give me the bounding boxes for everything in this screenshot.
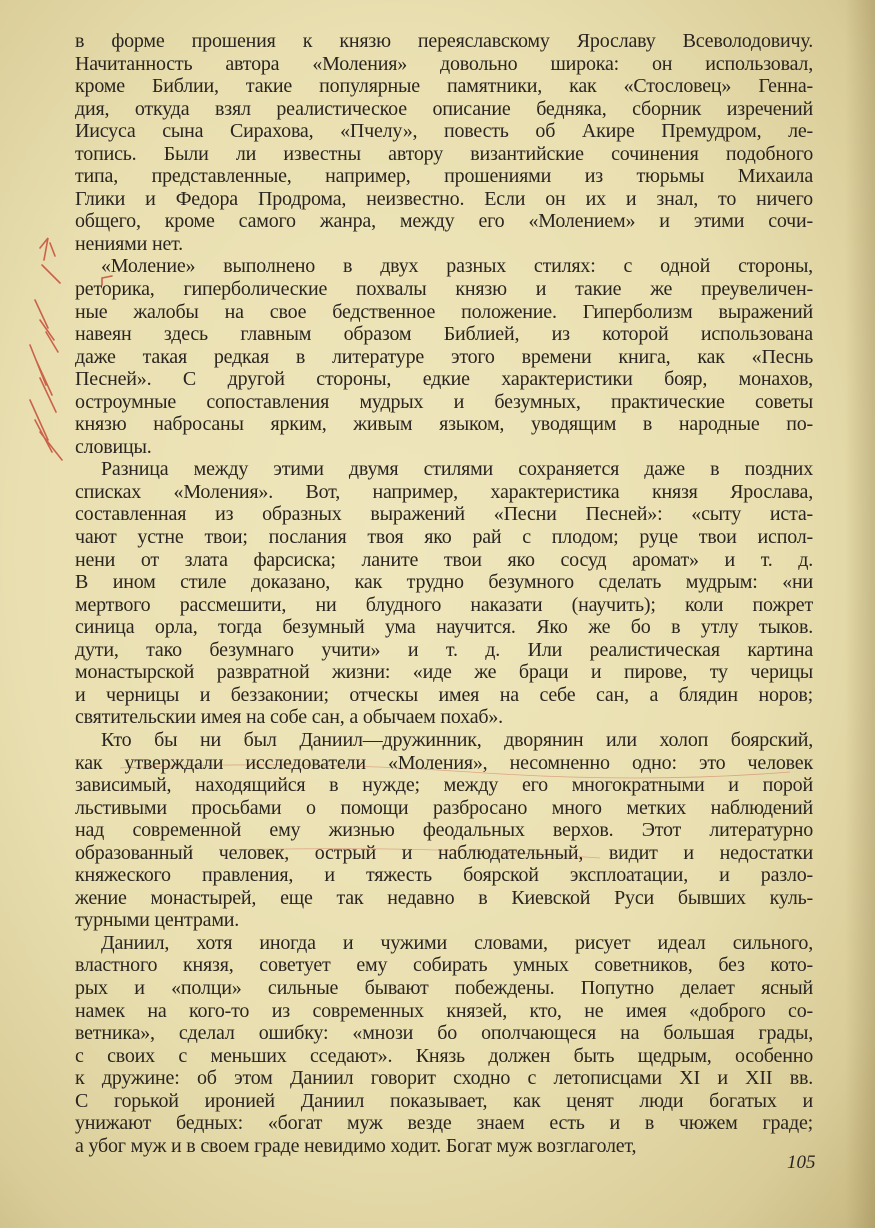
text-line: Иисуса сына Сирахова, «Пчелу», повесть об Акире Премудром, ле- (75, 120, 813, 143)
text-line: зависимый, находящийся в нужде; между его многократными и порой (75, 774, 813, 797)
text-line: в форме прошения к князю переяславскому Ярославу Всеволодовичу. (75, 30, 813, 52)
text-line: даже такая редкая в литературе этого времени книга, как «Песнь (75, 345, 813, 368)
text-line: турными центрами. (75, 909, 240, 932)
text-line: реторика, гиперболические похвалы князю и такие же преувеличен- (75, 278, 813, 301)
text-line: с своих с меньших сседают». Князь должен быть щедрым, особенно (75, 1044, 813, 1067)
pencil-mark (30, 345, 56, 412)
text-line: нени от злата фарсиска; ланите твои яко сосуд аромат» и т. д. (75, 548, 813, 571)
text-line: властного князя, советует ему собирать умных советников, без кото- (75, 954, 813, 977)
text-line: Песней». С другой стороны, едкие характеристики бояр, монахов, (75, 368, 813, 391)
text-line: над современной ему жизнью феодальных верхов. Этот литературно (75, 819, 813, 842)
text-line: общего, кроме самого жанра, между его «Молением» и этими сочи- (75, 210, 813, 233)
text-line: святительскии имея на собе сан, а обычаем похаб». (75, 706, 503, 729)
text-line: Разница между этими двумя стилями сохраняется даже в поздних (101, 458, 813, 481)
text-line: типа, представленные, например, прошениями из тюрьмы Михаила (75, 165, 813, 188)
paragraph (75, 30, 813, 255)
text-line: унижают бедных: «богат муж везде знаем есть и в чюжем граде; (75, 1112, 813, 1135)
text-line: словицы. (75, 435, 152, 458)
text-line: В ином стиле доказано, как трудно безумного сделать мудрым: «ни (75, 571, 813, 594)
text-line: Даниил, хотя иногда и чужими словами, рисует идеал сильного, (101, 931, 813, 954)
text-line: жение монастырей, еще так недавно в Киевской Руси бывших куль- (75, 886, 813, 909)
text-line: дути, тако безумнаго учити» и т. д. Или реалистическая картина (75, 638, 813, 661)
text-line: нениями нет. (75, 232, 183, 255)
paragraph (75, 458, 813, 729)
text-line: ветника», сделал ошибку: «мнози бо ополчающеся на большая грады, (75, 1022, 813, 1045)
paragraph (75, 255, 813, 458)
body-text (75, 30, 813, 1157)
paragraph (75, 729, 813, 932)
text-line: к дружине: об этом Даниил говорит сходно с летописцами XI и XII вв. (75, 1067, 813, 1090)
text-line: рых и «полци» сильные бывают побеждены. Попутно делает ясный (75, 976, 813, 999)
pencil-mark (35, 300, 58, 352)
text-line: синица орла, тогда безумный ума научится. Яко же бо в утлу тыков. (75, 616, 813, 639)
text-line: льстивыми просьбами о помощи разбросано много метких наблюдений (75, 796, 813, 819)
text-line: мертвого рассмешити, ни блудного наказати (научить); коли пожрет (75, 593, 813, 616)
text-line: дия, откуда взял реалистическое описание бедняка, сборник изречений (75, 97, 813, 120)
text-line: князю набросаны ярким, живым языком, уводящим в народные по- (75, 413, 813, 436)
text-line: навеян здесь главным образом Библией, из которой использована (75, 323, 813, 346)
pencil-mark (30, 400, 62, 460)
text-line: остроумные сопоставления мудрых и безумных, практические советы (75, 390, 813, 413)
text-line: «Моление» выполнено в двух разных стилях: с одной стороны, (101, 255, 813, 278)
pencil-mark (40, 238, 55, 260)
text-line: как утверждали исследователи «Моления», несомненно одно: это человек (75, 751, 813, 774)
text-line: образованный человек, острый и наблюдательный, видит и недостатки (75, 841, 813, 864)
text-line: кроме Библии, такие популярные памятники, как «Стословец» Генна- (75, 75, 813, 98)
text-line: княжеского правления, и тяжесть боярской эксплоатации, и разло- (75, 864, 813, 887)
text-line: а убог муж и в своем граде невидимо ходит. Богат муж возглаголет, (75, 1134, 637, 1157)
text-line: чают устне твои; послания твоя яко рай с плодом; руце твои испол- (75, 526, 813, 549)
text-line: С горькой иронией Даниил показывает, как ценят люди богатых и (75, 1089, 813, 1112)
text-line: Начитанность автора «Моления» довольно широка: он использовал, (75, 52, 813, 75)
text-line: и черницы и беззаконии; отческы имея на себе сан, а блядин норов; (75, 683, 813, 706)
text-line: списках «Моления». Вот, например, характеристика князя Ярослава, (75, 480, 813, 503)
text-line: Глики и Федора Продрома, неизвестно. Если он их и знал, то ничего (75, 187, 813, 210)
text-line: топись. Были ли известны автору византийские сочинения подобного (75, 142, 813, 165)
text-line: намек на кого-то из современных князей, кто, не имея «доброго со- (75, 999, 813, 1022)
text-line: составленная из образных выражений «Песни Песней»: «сыту иста- (75, 503, 813, 526)
paragraph (75, 932, 813, 1157)
text-line: монастырской развратной жизни: «иде же браци и пирове, ту черицы (75, 661, 813, 684)
pencil-mark (42, 265, 60, 283)
page-number: 105 (787, 1152, 816, 1173)
text-line: Кто бы ни был Даниил—дружинник, дворянин или холоп боярский, (101, 728, 813, 751)
text-line: ные жалобы на свое бедственное положение. Гиперболизм выражений (75, 300, 813, 323)
